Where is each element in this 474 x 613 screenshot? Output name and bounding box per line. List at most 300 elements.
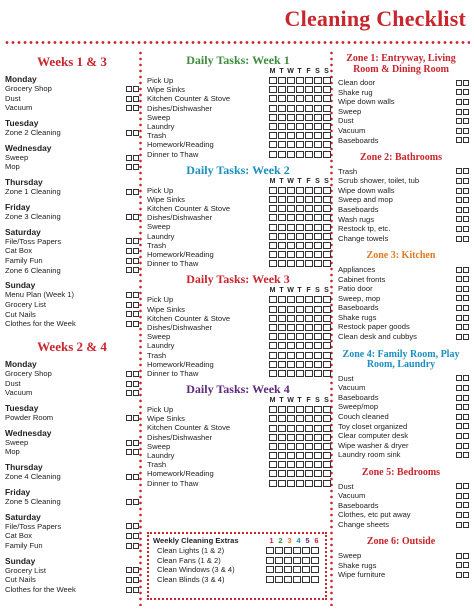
checkbox[interactable] — [463, 553, 469, 559]
checkbox[interactable] — [269, 315, 277, 322]
checkbox[interactable] — [126, 567, 132, 573]
checkbox[interactable] — [278, 443, 286, 450]
checkbox[interactable] — [314, 260, 322, 267]
checkbox[interactable] — [296, 224, 304, 231]
checkbox[interactable] — [287, 425, 295, 432]
checkbox[interactable] — [269, 306, 277, 313]
checkbox[interactable] — [463, 404, 469, 410]
checkbox[interactable] — [296, 425, 304, 432]
checkbox[interactable] — [323, 151, 331, 158]
checkbox[interactable] — [269, 242, 277, 249]
checkbox[interactable] — [269, 361, 277, 368]
checkbox[interactable] — [314, 480, 322, 487]
checkbox[interactable] — [287, 406, 295, 413]
checkbox[interactable] — [133, 543, 139, 549]
checkbox[interactable] — [133, 577, 139, 583]
checkbox[interactable] — [456, 404, 462, 410]
checkbox[interactable] — [126, 543, 132, 549]
checkbox[interactable] — [269, 95, 277, 102]
checkbox[interactable] — [287, 214, 295, 221]
checkbox[interactable] — [456, 236, 462, 242]
checkbox[interactable] — [287, 114, 295, 121]
checkbox[interactable] — [296, 214, 304, 221]
checkbox[interactable] — [305, 406, 313, 413]
checkbox[interactable] — [126, 499, 132, 505]
checkbox[interactable] — [456, 295, 462, 301]
checkbox[interactable] — [278, 196, 286, 203]
checkbox[interactable] — [456, 493, 462, 499]
checkbox[interactable] — [133, 164, 139, 170]
checkbox[interactable] — [133, 155, 139, 161]
checkbox[interactable] — [314, 105, 322, 112]
checkbox[interactable] — [314, 141, 322, 148]
checkbox[interactable] — [323, 333, 331, 340]
checkbox[interactable] — [296, 95, 304, 102]
checkbox[interactable] — [456, 572, 462, 578]
checkbox[interactable] — [305, 105, 313, 112]
checkbox[interactable] — [456, 99, 462, 105]
checkbox[interactable] — [296, 187, 304, 194]
checkbox[interactable] — [293, 547, 301, 554]
checkbox[interactable] — [126, 587, 132, 593]
checkbox[interactable] — [456, 178, 462, 184]
checkbox[interactable] — [305, 434, 313, 441]
checkbox[interactable] — [133, 248, 139, 254]
checkbox[interactable] — [323, 214, 331, 221]
checkbox[interactable] — [305, 260, 313, 267]
checkbox[interactable] — [305, 361, 313, 368]
checkbox[interactable] — [296, 352, 304, 359]
checkbox[interactable] — [287, 77, 295, 84]
checkbox[interactable] — [269, 224, 277, 231]
checkbox[interactable] — [323, 196, 331, 203]
checkbox[interactable] — [305, 95, 313, 102]
checkbox[interactable] — [463, 109, 469, 115]
checkbox[interactable] — [305, 352, 313, 359]
checkbox[interactable] — [287, 324, 295, 331]
checkbox[interactable] — [296, 361, 304, 368]
checkbox[interactable] — [296, 415, 304, 422]
checkbox[interactable] — [323, 324, 331, 331]
checkbox[interactable] — [314, 434, 322, 441]
checkbox[interactable] — [126, 130, 132, 136]
checkbox[interactable] — [314, 114, 322, 121]
checkbox[interactable] — [323, 233, 331, 240]
checkbox[interactable] — [287, 196, 295, 203]
checkbox[interactable] — [287, 470, 295, 477]
checkbox[interactable] — [126, 371, 132, 377]
checkbox[interactable] — [323, 95, 331, 102]
checkbox[interactable] — [287, 233, 295, 240]
checkbox[interactable] — [456, 226, 462, 232]
checkbox[interactable] — [302, 557, 310, 564]
checkbox[interactable] — [269, 123, 277, 130]
checkbox[interactable] — [463, 89, 469, 95]
checkbox[interactable] — [302, 547, 310, 554]
checkbox[interactable] — [275, 566, 283, 573]
checkbox[interactable] — [287, 151, 295, 158]
checkbox[interactable] — [456, 553, 462, 559]
checkbox[interactable] — [314, 242, 322, 249]
checkbox[interactable] — [314, 205, 322, 212]
checkbox[interactable] — [456, 188, 462, 194]
checkbox[interactable] — [269, 251, 277, 258]
checkbox[interactable] — [456, 216, 462, 222]
checkbox[interactable] — [314, 415, 322, 422]
checkbox[interactable] — [133, 86, 139, 92]
checkbox[interactable] — [133, 105, 139, 111]
checkbox[interactable] — [456, 324, 462, 330]
checkbox[interactable] — [269, 205, 277, 212]
checkbox[interactable] — [296, 151, 304, 158]
checkbox[interactable] — [323, 224, 331, 231]
checkbox[interactable] — [278, 123, 286, 130]
checkbox[interactable] — [463, 385, 469, 391]
checkbox[interactable] — [463, 128, 469, 134]
checkbox[interactable] — [269, 415, 277, 422]
checkbox[interactable] — [463, 137, 469, 143]
checkbox[interactable] — [296, 370, 304, 377]
checkbox[interactable] — [456, 89, 462, 95]
checkbox[interactable] — [314, 470, 322, 477]
checkbox[interactable] — [456, 433, 462, 439]
checkbox[interactable] — [296, 260, 304, 267]
checkbox[interactable] — [269, 342, 277, 349]
checkbox[interactable] — [314, 461, 322, 468]
checkbox[interactable] — [287, 242, 295, 249]
checkbox[interactable] — [314, 187, 322, 194]
checkbox[interactable] — [463, 315, 469, 321]
checkbox[interactable] — [463, 216, 469, 222]
checkbox[interactable] — [305, 315, 313, 322]
checkbox[interactable] — [305, 77, 313, 84]
checkbox[interactable] — [314, 251, 322, 258]
checkbox[interactable] — [293, 576, 301, 583]
checkbox[interactable] — [463, 443, 469, 449]
checkbox[interactable] — [323, 105, 331, 112]
checkbox[interactable] — [314, 443, 322, 450]
checkbox[interactable] — [463, 522, 469, 528]
checkbox[interactable] — [305, 425, 313, 432]
checkbox[interactable] — [456, 502, 462, 508]
checkbox[interactable] — [314, 77, 322, 84]
checkbox[interactable] — [284, 557, 292, 564]
checkbox[interactable] — [287, 224, 295, 231]
checkbox[interactable] — [278, 480, 286, 487]
checkbox[interactable] — [126, 449, 132, 455]
checkbox[interactable] — [296, 114, 304, 121]
checkbox[interactable] — [278, 324, 286, 331]
checkbox[interactable] — [269, 461, 277, 468]
checkbox[interactable] — [314, 86, 322, 93]
checkbox[interactable] — [269, 260, 277, 267]
checkbox[interactable] — [266, 576, 274, 583]
checkbox[interactable] — [314, 123, 322, 130]
checkbox[interactable] — [284, 547, 292, 554]
checkbox[interactable] — [305, 370, 313, 377]
checkbox[interactable] — [278, 361, 286, 368]
checkbox[interactable] — [314, 196, 322, 203]
checkbox[interactable] — [126, 214, 132, 220]
checkbox[interactable] — [311, 576, 319, 583]
checkbox[interactable] — [314, 425, 322, 432]
checkbox[interactable] — [126, 390, 132, 396]
checkbox[interactable] — [126, 164, 132, 170]
checkbox[interactable] — [278, 315, 286, 322]
checkbox[interactable] — [269, 434, 277, 441]
checkbox[interactable] — [314, 315, 322, 322]
checkbox[interactable] — [302, 576, 310, 583]
checkbox[interactable] — [456, 395, 462, 401]
checkbox[interactable] — [305, 296, 313, 303]
checkbox[interactable] — [133, 474, 139, 480]
checkbox[interactable] — [323, 251, 331, 258]
checkbox[interactable] — [126, 267, 132, 273]
checkbox[interactable] — [269, 352, 277, 359]
checkbox[interactable] — [296, 470, 304, 477]
checkbox[interactable] — [287, 352, 295, 359]
checkbox[interactable] — [305, 205, 313, 212]
checkbox[interactable] — [278, 224, 286, 231]
checkbox[interactable] — [269, 406, 277, 413]
checkbox[interactable] — [456, 385, 462, 391]
checkbox[interactable] — [296, 205, 304, 212]
checkbox[interactable] — [269, 86, 277, 93]
checkbox[interactable] — [278, 342, 286, 349]
checkbox[interactable] — [456, 414, 462, 420]
checkbox[interactable] — [305, 242, 313, 249]
checkbox[interactable] — [463, 118, 469, 124]
checkbox[interactable] — [133, 311, 139, 317]
checkbox[interactable] — [126, 381, 132, 387]
checkbox[interactable] — [133, 440, 139, 446]
checkbox[interactable] — [133, 238, 139, 244]
checkbox[interactable] — [278, 132, 286, 139]
checkbox[interactable] — [133, 214, 139, 220]
checkbox[interactable] — [287, 461, 295, 468]
checkbox[interactable] — [126, 292, 132, 298]
checkbox[interactable] — [323, 242, 331, 249]
checkbox[interactable] — [463, 483, 469, 489]
checkbox[interactable] — [305, 333, 313, 340]
checkbox[interactable] — [314, 132, 322, 139]
checkbox[interactable] — [314, 214, 322, 221]
checkbox[interactable] — [463, 433, 469, 439]
checkbox[interactable] — [323, 461, 331, 468]
checkbox[interactable] — [323, 415, 331, 422]
checkbox[interactable] — [456, 118, 462, 124]
checkbox[interactable] — [278, 415, 286, 422]
checkbox[interactable] — [305, 114, 313, 121]
checkbox[interactable] — [126, 415, 132, 421]
checkbox[interactable] — [456, 286, 462, 292]
checkbox[interactable] — [278, 95, 286, 102]
checkbox[interactable] — [287, 415, 295, 422]
checkbox[interactable] — [305, 151, 313, 158]
checkbox[interactable] — [269, 141, 277, 148]
checkbox[interactable] — [305, 141, 313, 148]
checkbox[interactable] — [269, 425, 277, 432]
checkbox[interactable] — [296, 452, 304, 459]
checkbox[interactable] — [126, 311, 132, 317]
checkbox[interactable] — [133, 258, 139, 264]
checkbox[interactable] — [305, 415, 313, 422]
checkbox[interactable] — [293, 566, 301, 573]
checkbox[interactable] — [456, 452, 462, 458]
checkbox[interactable] — [284, 576, 292, 583]
checkbox[interactable] — [296, 132, 304, 139]
checkbox[interactable] — [287, 452, 295, 459]
checkbox[interactable] — [323, 443, 331, 450]
checkbox[interactable] — [323, 470, 331, 477]
checkbox[interactable] — [463, 99, 469, 105]
checkbox[interactable] — [463, 286, 469, 292]
checkbox[interactable] — [296, 233, 304, 240]
checkbox[interactable] — [323, 86, 331, 93]
checkbox[interactable] — [278, 187, 286, 194]
checkbox[interactable] — [456, 562, 462, 568]
checkbox[interactable] — [133, 499, 139, 505]
checkbox[interactable] — [287, 370, 295, 377]
checkbox[interactable] — [305, 196, 313, 203]
checkbox[interactable] — [278, 296, 286, 303]
checkbox[interactable] — [314, 370, 322, 377]
checkbox[interactable] — [133, 267, 139, 273]
checkbox[interactable] — [133, 321, 139, 327]
checkbox[interactable] — [463, 375, 469, 381]
checkbox[interactable] — [296, 77, 304, 84]
checkbox[interactable] — [126, 523, 132, 529]
checkbox[interactable] — [456, 197, 462, 203]
checkbox[interactable] — [323, 77, 331, 84]
checkbox[interactable] — [278, 214, 286, 221]
checkbox[interactable] — [269, 370, 277, 377]
checkbox[interactable] — [133, 371, 139, 377]
checkbox[interactable] — [287, 342, 295, 349]
checkbox[interactable] — [314, 361, 322, 368]
checkbox[interactable] — [269, 452, 277, 459]
checkbox[interactable] — [463, 395, 469, 401]
checkbox[interactable] — [126, 105, 132, 111]
checkbox[interactable] — [126, 86, 132, 92]
checkbox[interactable] — [278, 242, 286, 249]
checkbox[interactable] — [314, 95, 322, 102]
checkbox[interactable] — [463, 295, 469, 301]
checkbox[interactable] — [323, 352, 331, 359]
checkbox[interactable] — [302, 566, 310, 573]
checkbox[interactable] — [463, 226, 469, 232]
checkbox[interactable] — [323, 123, 331, 130]
checkbox[interactable] — [266, 566, 274, 573]
checkbox[interactable] — [126, 155, 132, 161]
checkbox[interactable] — [456, 443, 462, 449]
checkbox[interactable] — [463, 267, 469, 273]
checkbox[interactable] — [305, 233, 313, 240]
checkbox[interactable] — [133, 415, 139, 421]
checkbox[interactable] — [269, 470, 277, 477]
checkbox[interactable] — [296, 333, 304, 340]
checkbox[interactable] — [287, 480, 295, 487]
checkbox[interactable] — [305, 123, 313, 130]
checkbox[interactable] — [126, 440, 132, 446]
checkbox[interactable] — [314, 342, 322, 349]
checkbox[interactable] — [323, 141, 331, 148]
checkbox[interactable] — [305, 251, 313, 258]
checkbox[interactable] — [463, 572, 469, 578]
checkbox[interactable] — [278, 205, 286, 212]
checkbox[interactable] — [278, 86, 286, 93]
checkbox[interactable] — [314, 224, 322, 231]
checkbox[interactable] — [463, 452, 469, 458]
checkbox[interactable] — [296, 196, 304, 203]
checkbox[interactable] — [314, 324, 322, 331]
checkbox[interactable] — [463, 334, 469, 340]
checkbox[interactable] — [463, 276, 469, 282]
checkbox[interactable] — [278, 141, 286, 148]
checkbox[interactable] — [311, 557, 319, 564]
checkbox[interactable] — [266, 557, 274, 564]
checkbox[interactable] — [314, 333, 322, 340]
checkbox[interactable] — [323, 205, 331, 212]
checkbox[interactable] — [456, 267, 462, 273]
checkbox[interactable] — [133, 449, 139, 455]
checkbox[interactable] — [133, 189, 139, 195]
checkbox[interactable] — [269, 296, 277, 303]
checkbox[interactable] — [456, 522, 462, 528]
checkbox[interactable] — [323, 425, 331, 432]
checkbox[interactable] — [287, 123, 295, 130]
checkbox[interactable] — [275, 557, 283, 564]
checkbox[interactable] — [305, 324, 313, 331]
checkbox[interactable] — [463, 414, 469, 420]
checkbox[interactable] — [287, 205, 295, 212]
checkbox[interactable] — [287, 251, 295, 258]
checkbox[interactable] — [463, 502, 469, 508]
checkbox[interactable] — [456, 375, 462, 381]
checkbox[interactable] — [296, 434, 304, 441]
checkbox[interactable] — [305, 461, 313, 468]
checkbox[interactable] — [311, 547, 319, 554]
checkbox[interactable] — [269, 114, 277, 121]
checkbox[interactable] — [314, 151, 322, 158]
checkbox[interactable] — [463, 236, 469, 242]
checkbox[interactable] — [314, 352, 322, 359]
checkbox[interactable] — [278, 461, 286, 468]
checkbox[interactable] — [278, 333, 286, 340]
checkbox[interactable] — [296, 242, 304, 249]
checkbox[interactable] — [287, 434, 295, 441]
checkbox[interactable] — [287, 132, 295, 139]
checkbox[interactable] — [305, 86, 313, 93]
checkbox[interactable] — [296, 306, 304, 313]
checkbox[interactable] — [314, 233, 322, 240]
checkbox[interactable] — [456, 334, 462, 340]
checkbox[interactable] — [323, 114, 331, 121]
checkbox[interactable] — [284, 566, 292, 573]
checkbox[interactable] — [287, 86, 295, 93]
checkbox[interactable] — [456, 512, 462, 518]
checkbox[interactable] — [269, 233, 277, 240]
checkbox[interactable] — [456, 483, 462, 489]
checkbox[interactable] — [126, 577, 132, 583]
checkbox[interactable] — [278, 452, 286, 459]
checkbox[interactable] — [278, 251, 286, 258]
checkbox[interactable] — [126, 258, 132, 264]
checkbox[interactable] — [305, 187, 313, 194]
checkbox[interactable] — [463, 512, 469, 518]
checkbox[interactable] — [287, 187, 295, 194]
checkbox[interactable] — [463, 324, 469, 330]
